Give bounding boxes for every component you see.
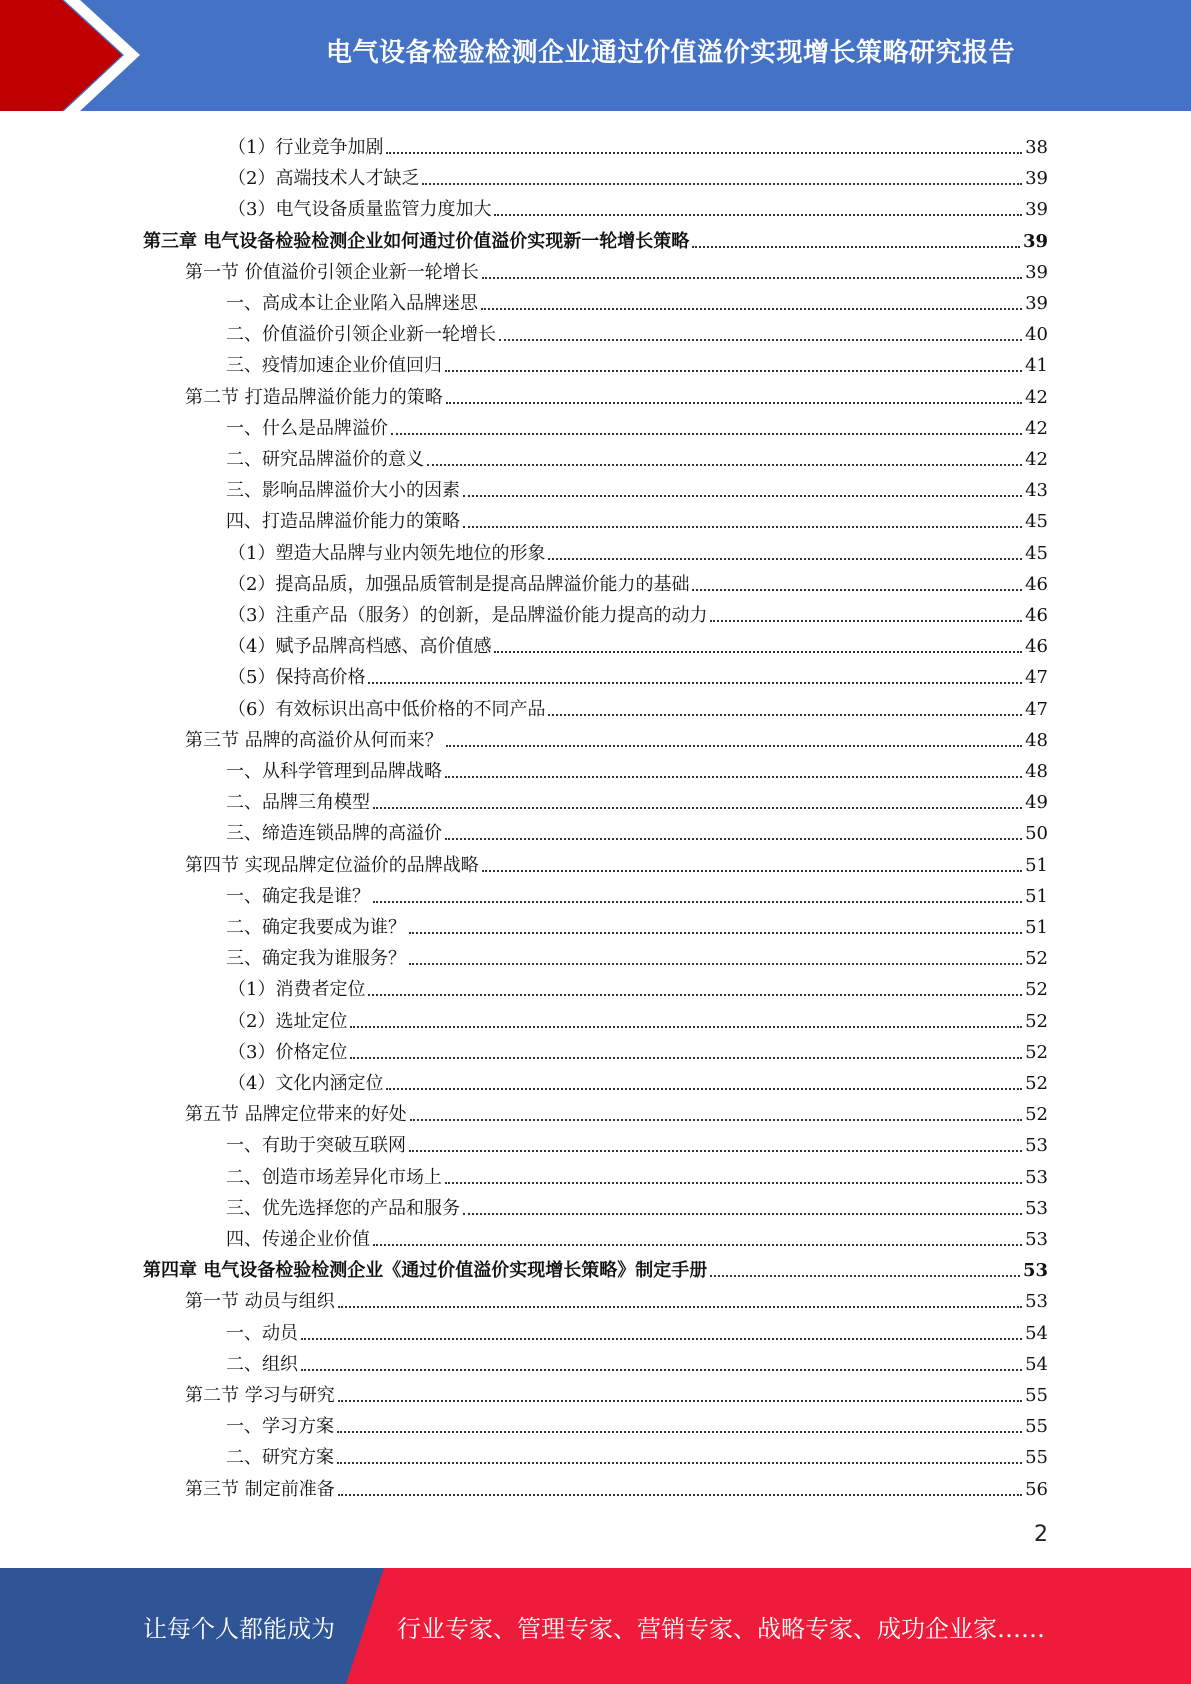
toc-dot-leader bbox=[368, 682, 1022, 684]
toc-entry[interactable] bbox=[228, 658, 1048, 689]
toc-entry[interactable] bbox=[226, 1314, 1048, 1345]
toc-entry[interactable] bbox=[185, 846, 1048, 877]
toc-entry-title: （5）保持高价格 bbox=[228, 667, 366, 689]
toc-entry[interactable] bbox=[185, 1376, 1048, 1407]
toc-dot-leader bbox=[499, 339, 1022, 341]
toc-dot-leader bbox=[445, 838, 1022, 840]
toc-entry-page: 53 bbox=[1025, 1291, 1048, 1313]
toc-entry[interactable] bbox=[228, 128, 1048, 159]
footer-slogan-left: 让每个人都能成为 bbox=[143, 1614, 335, 1643]
toc-dot-leader bbox=[350, 1057, 1022, 1059]
toc-entry-title: （6）有效标识出高中低价格的不同产品 bbox=[228, 698, 546, 720]
toc-entry[interactable] bbox=[226, 409, 1048, 440]
toc-entry-page: 53 bbox=[1025, 1197, 1048, 1219]
toc-entry[interactable] bbox=[226, 471, 1048, 502]
toc-entry-title: 一、学习方案 bbox=[226, 1416, 334, 1438]
toc-dot-leader bbox=[494, 651, 1022, 653]
toc-dot-leader bbox=[391, 433, 1022, 435]
toc-entry[interactable] bbox=[228, 970, 1048, 1001]
toc-entry-title: 一、有助于突破互联网 bbox=[226, 1135, 406, 1157]
toc-entry-page: 53 bbox=[1025, 1166, 1048, 1188]
toc-entry-page: 39 bbox=[1025, 293, 1048, 314]
toc-entry-page: 47 bbox=[1025, 667, 1048, 689]
toc-dot-leader bbox=[338, 1400, 1022, 1402]
toc-entry[interactable] bbox=[185, 253, 1048, 284]
toc-entry[interactable] bbox=[185, 1470, 1048, 1501]
toc-entry-title: 一、从科学管理到品牌战略 bbox=[226, 761, 442, 782]
toc-entry[interactable] bbox=[226, 1189, 1048, 1220]
toc-entry-title: 一、什么是品牌溢价 bbox=[226, 417, 388, 439]
toc-entry[interactable] bbox=[228, 1033, 1048, 1064]
toc-entry-page: 51 bbox=[1025, 854, 1048, 876]
toc-entry[interactable] bbox=[226, 1438, 1048, 1469]
toc-entry-title: 第四节 实现品牌定位溢价的品牌战略 bbox=[185, 854, 479, 876]
toc-entry-title: 第一节 价值溢价引领企业新一轮增长 bbox=[185, 261, 479, 283]
toc-entry[interactable] bbox=[226, 1407, 1048, 1438]
toc-entry[interactable] bbox=[226, 502, 1048, 533]
toc-entry-title: （2）高端技术人才缺乏 bbox=[228, 168, 420, 190]
toc-entry-page: 38 bbox=[1025, 137, 1048, 158]
toc-entry-page: 53 bbox=[1025, 1229, 1048, 1250]
toc-entry[interactable] bbox=[226, 284, 1048, 315]
toc-entry[interactable] bbox=[226, 1345, 1048, 1376]
toc-entry-title: （2）选址定位 bbox=[228, 1010, 348, 1032]
toc-dot-leader bbox=[373, 1244, 1022, 1246]
toc-entry-title: 第三节 品牌的高溢价从何而来？ bbox=[185, 729, 443, 751]
toc-entry-title: （1）消费者定位 bbox=[228, 979, 366, 1001]
toc-dot-leader bbox=[427, 464, 1022, 466]
toc-entry-page: 48 bbox=[1025, 729, 1048, 751]
toc-entry-page: 51 bbox=[1025, 917, 1048, 938]
toc-dot-leader bbox=[494, 214, 1022, 216]
toc-dot-leader bbox=[386, 1088, 1022, 1090]
toc-entry-title: 一、动员 bbox=[226, 1322, 298, 1344]
toc-entry-page: 54 bbox=[1025, 1322, 1048, 1344]
toc-entry-title: （3）注重产品（服务）的创新，是品牌溢价能力提高的动力 bbox=[228, 605, 708, 626]
toc-entry-title: 二、研究品牌溢价的意义 bbox=[226, 449, 424, 470]
toc-entry-page: 42 bbox=[1025, 449, 1048, 470]
toc-entry-page: 54 bbox=[1025, 1353, 1048, 1375]
toc-entry[interactable] bbox=[226, 440, 1048, 471]
toc-entry[interactable] bbox=[228, 596, 1048, 627]
toc-entry-page: 39 bbox=[1025, 261, 1048, 283]
toc-entry-title: 第三章 电气设备检验检测企业如何通过价值溢价实现新一轮增长策略 bbox=[143, 230, 690, 252]
toc-entry-page: 46 bbox=[1025, 605, 1048, 626]
report-title: 电气设备检验检测企业通过价值溢价实现增长策略研究报告 bbox=[325, 37, 1015, 68]
toc-dot-leader bbox=[482, 870, 1022, 872]
toc-entry-page: 52 bbox=[1025, 1041, 1048, 1063]
toc-entry[interactable] bbox=[228, 1002, 1048, 1033]
toc-dot-leader bbox=[350, 1026, 1022, 1028]
toc-entry-title: （2）提高品质，加强品质管制是提高品牌溢价能力的基础 bbox=[228, 573, 690, 595]
toc-dot-leader bbox=[373, 807, 1022, 809]
toc-entry-page: 49 bbox=[1025, 792, 1048, 814]
toc-entry-page: 50 bbox=[1025, 823, 1048, 845]
toc-entry-title: （3）电气设备质量监管力度加大 bbox=[228, 199, 492, 221]
toc-entry-title: 三、疫情加速企业价值回归 bbox=[226, 355, 442, 377]
toc-entry[interactable] bbox=[226, 908, 1048, 939]
toc-entry-title: 三、优先选择您的产品和服务 bbox=[226, 1197, 460, 1219]
toc-entry[interactable] bbox=[228, 565, 1048, 596]
toc-entry-page: 48 bbox=[1025, 761, 1048, 782]
toc-entry-page: 46 bbox=[1025, 636, 1048, 658]
toc-entry[interactable] bbox=[185, 378, 1048, 409]
toc-entry-page: 56 bbox=[1025, 1478, 1048, 1500]
toc-dot-leader bbox=[410, 1119, 1022, 1121]
toc-entry-page: 46 bbox=[1025, 573, 1048, 595]
toc-entry-title: （4）赋予品牌高档感、高价值感 bbox=[228, 636, 492, 658]
toc-entry[interactable] bbox=[143, 222, 1048, 253]
toc-entry-page: 52 bbox=[1025, 1104, 1048, 1126]
toc-entry[interactable] bbox=[228, 1064, 1048, 1095]
toc-dot-leader bbox=[482, 277, 1022, 279]
toc-entry-page: 47 bbox=[1025, 698, 1048, 720]
toc-entry-title: 一、高成本让企业陷入品牌迷思 bbox=[226, 293, 478, 314]
toc-entry-page: 52 bbox=[1025, 1010, 1048, 1032]
toc-entry-title: 第四章 电气设备检验检测企业《通过价值溢价实现增长策略》制定手册 bbox=[143, 1260, 708, 1282]
toc-entry-title: 二、品牌三角模型 bbox=[226, 792, 370, 814]
toc-entry[interactable] bbox=[143, 1251, 1048, 1282]
toc-entry-title: 二、组织 bbox=[226, 1353, 298, 1375]
toc-entry[interactable] bbox=[226, 939, 1048, 970]
toc-entry-page: 55 bbox=[1025, 1385, 1048, 1406]
toc-entry-title: （1）塑造大品牌与业内领先地位的形象 bbox=[228, 542, 546, 564]
toc-entry[interactable] bbox=[228, 690, 1048, 721]
toc-entry-page: 42 bbox=[1025, 386, 1048, 408]
toc-entry-title: （3）价格定位 bbox=[228, 1041, 348, 1063]
toc-dot-leader bbox=[368, 994, 1022, 996]
toc-entry-page: 45 bbox=[1025, 542, 1048, 564]
toc-entry-page: 53 bbox=[1025, 1135, 1048, 1157]
toc-entry-page: 52 bbox=[1025, 1073, 1048, 1094]
toc-dot-leader bbox=[445, 370, 1022, 372]
toc-entry[interactable] bbox=[185, 1282, 1048, 1313]
toc-entry-page: 39 bbox=[1022, 230, 1048, 252]
toc-entry[interactable] bbox=[228, 159, 1048, 190]
toc-entry[interactable] bbox=[226, 783, 1048, 814]
toc-entry[interactable] bbox=[226, 752, 1048, 783]
toc-entry-title: 第五节 品牌定位带来的好处 bbox=[185, 1104, 407, 1126]
footer-slogan-right: 行业专家、管理专家、营销专家、战略专家、成功企业家…… bbox=[397, 1614, 1045, 1643]
toc-entry[interactable] bbox=[226, 814, 1048, 845]
toc-entry-title: 四、传递企业价值 bbox=[226, 1229, 370, 1250]
toc-dot-leader bbox=[338, 1306, 1022, 1308]
toc-entry-title: 三、影响品牌溢价大小的因素 bbox=[226, 480, 460, 502]
toc-dot-leader bbox=[710, 620, 1022, 622]
toc-entry-title: 三、确定我为谁服务？ bbox=[226, 948, 406, 970]
page-header bbox=[0, 0, 1191, 111]
toc-dot-leader bbox=[445, 1182, 1022, 1184]
toc-entry[interactable] bbox=[228, 534, 1048, 565]
toc-entry-title: 第二节 学习与研究 bbox=[185, 1385, 335, 1406]
toc-entry-page: 55 bbox=[1025, 1416, 1048, 1438]
toc-entry[interactable] bbox=[226, 1220, 1048, 1251]
toc-entry[interactable] bbox=[226, 315, 1048, 346]
toc-entry-title: （1）行业竞争加剧 bbox=[228, 137, 384, 158]
toc-entry-title: 三、缔造连锁品牌的高溢价 bbox=[226, 823, 442, 845]
toc-entry-title: 第一节 动员与组织 bbox=[185, 1291, 335, 1313]
toc-dot-leader bbox=[337, 1462, 1022, 1464]
toc-entry-page: 42 bbox=[1025, 417, 1048, 439]
toc-entry-page: 52 bbox=[1025, 979, 1048, 1001]
toc-entry-title: 二、价值溢价引领企业新一轮增长 bbox=[226, 324, 496, 346]
toc-dot-leader bbox=[548, 714, 1022, 716]
toc-entry[interactable] bbox=[228, 190, 1048, 221]
toc-dot-leader bbox=[409, 932, 1022, 934]
toc-dot-leader bbox=[422, 183, 1022, 185]
toc-entry-title: 四、打造品牌溢价能力的策略 bbox=[226, 511, 460, 533]
toc-entry-title: （4）文化内涵定位 bbox=[228, 1073, 384, 1094]
toc-entry-page: 39 bbox=[1025, 168, 1048, 190]
page-number: 2 bbox=[1034, 1522, 1048, 1547]
toc-entry[interactable] bbox=[226, 877, 1048, 908]
toc-dot-leader bbox=[446, 402, 1022, 404]
toc-dot-leader bbox=[301, 1338, 1022, 1340]
toc-entry-page: 52 bbox=[1025, 948, 1048, 970]
toc-entry-title: 二、研究方案 bbox=[226, 1447, 334, 1469]
toc-entry-title: 第三节 制定前准备 bbox=[185, 1478, 335, 1500]
toc-entry-title: 第二节 打造品牌溢价能力的策略 bbox=[185, 386, 443, 408]
toc-entry[interactable] bbox=[185, 1095, 1048, 1126]
toc-dot-leader bbox=[463, 495, 1022, 497]
toc-dot-leader bbox=[692, 246, 1020, 248]
toc-entry[interactable] bbox=[226, 1158, 1048, 1189]
toc-dot-leader bbox=[692, 589, 1022, 591]
toc-dot-leader bbox=[409, 1150, 1022, 1152]
toc-dot-leader bbox=[445, 776, 1022, 778]
toc-entry[interactable] bbox=[226, 346, 1048, 377]
toc-entry[interactable] bbox=[226, 1126, 1048, 1157]
toc-entry-page: 43 bbox=[1025, 480, 1048, 502]
toc-dot-leader bbox=[337, 1431, 1022, 1433]
toc-entry-page: 53 bbox=[1022, 1260, 1048, 1282]
toc-dot-leader bbox=[338, 1494, 1022, 1496]
toc-dot-leader bbox=[446, 745, 1022, 747]
arrow-decoration bbox=[0, 0, 160, 111]
toc-dot-leader bbox=[301, 1369, 1022, 1371]
toc-entry-page: 51 bbox=[1025, 885, 1048, 907]
toc-dot-leader bbox=[710, 1275, 1020, 1277]
toc-entry-title: 一、确定我是谁？ bbox=[226, 885, 370, 907]
toc-dot-leader bbox=[463, 526, 1022, 528]
toc-entry-page: 40 bbox=[1025, 324, 1048, 346]
toc-entry-page: 55 bbox=[1025, 1447, 1048, 1469]
toc-entry[interactable] bbox=[228, 627, 1048, 658]
toc-dot-leader bbox=[463, 1213, 1022, 1215]
toc-entry[interactable] bbox=[185, 721, 1048, 752]
toc-entry-title: 二、创造市场差异化市场上 bbox=[226, 1166, 442, 1188]
toc-entry-page: 39 bbox=[1025, 199, 1048, 221]
page-footer bbox=[0, 1568, 1191, 1684]
toc-dot-leader bbox=[386, 152, 1022, 154]
toc-dot-leader bbox=[409, 963, 1022, 965]
toc-entry-page: 41 bbox=[1025, 355, 1048, 377]
toc-entry-title: 二、确定我要成为谁？ bbox=[226, 917, 406, 938]
toc-dot-leader bbox=[373, 901, 1022, 903]
toc-entry-page: 45 bbox=[1025, 511, 1048, 533]
toc-dot-leader bbox=[548, 558, 1022, 560]
toc-dot-leader bbox=[481, 308, 1022, 310]
